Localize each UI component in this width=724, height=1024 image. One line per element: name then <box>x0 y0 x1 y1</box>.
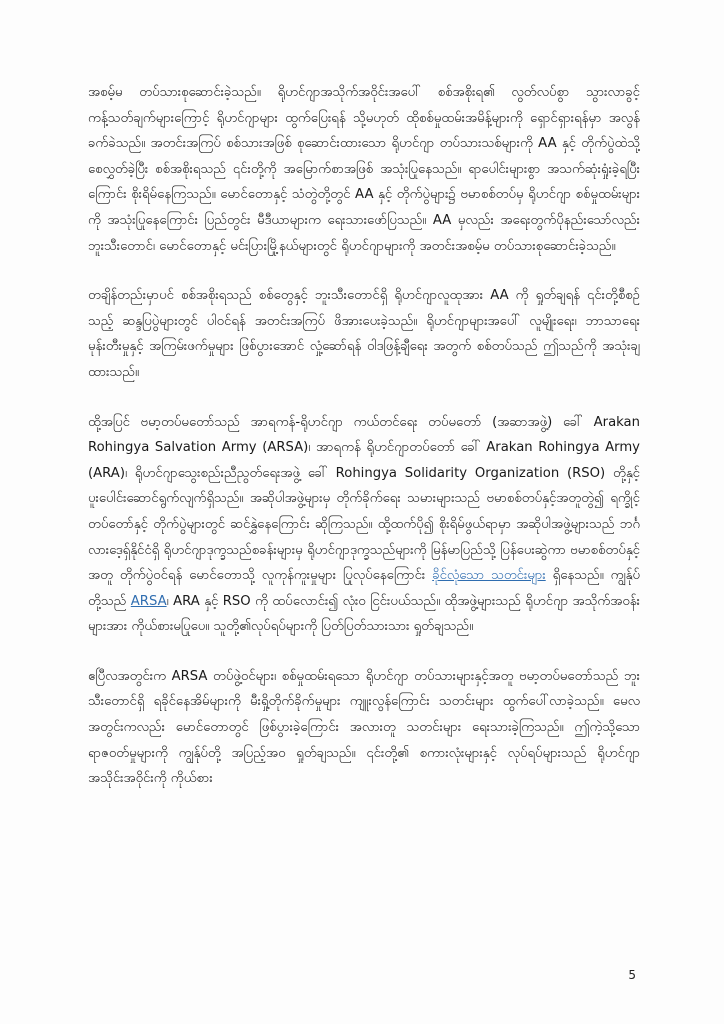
paragraph <box>88 283 640 385</box>
page-number: 5 <box>628 968 636 982</box>
paragraph <box>88 80 640 259</box>
inline-link[interactable]: ARSA <box>130 593 167 609</box>
document-body <box>88 80 640 792</box>
paragraph-text: တချိန်တည်းမှာပင် စစ်အစိုးရသည် စစ်တွေနှင့် ဘူးသီးတောင်ရှိ ရိုဟင်ဂျာလူထုအား AA ကို ရှုတ်ချရန် ၎င်းတို့စီစဉ်သည့် ဆန္ဒပြပွဲများတွင် ပါဝင်ရန် အတင်းအကြပ် ဖိအားပေးခဲ့သည်။ ရိုဟင်ဂျာများအပေါ် လူမျိုးရေး၊ ဘာသာရေးမုန်းတီးမှုနှင့် အကြမ်းဖက်မှုများ ဖြစ်ပွားအောင် လှုံ့ဆော်ရန် ဝါဒဖြန့်ချီရေး အတွက် စစ်တပ်သည် ဤသည်ကို အသုံးချထားသည်။ <box>88 288 640 380</box>
paragraph-text: ရှိနေသည်။ ကျွန်ုပ်တို့သည် <box>88 568 640 609</box>
paragraph <box>88 664 640 792</box>
paragraph-text: ၊ ARA နှင့် RSO ကို ထပ်လောင်း၍ လုံးဝ ငြင်းပယ်သည်။ ထိုအဖွဲ့များသည် ရိုဟင်ဂျာ အသိုက်အဝန်းများအား ကိုယ်စားမပြုပေ။ သူတို့၏လုပ်ရပ်များကို ပြတ်ပြတ်သားသား ရှုတ်ချသည်။ <box>88 593 640 635</box>
paragraph <box>88 410 640 640</box>
paragraph-text: ထို့အပြင် ဗမာ့တပ်မတော်သည် အာရကန်-ရိုဟင်ဂျာ ကယ်တင်ရေး တပ်မတော် (အဆာအဖွဲ့) ခေါ် Arakan Rohingya Salvation Army (ARSA)၊ အာရကန် ရိုဟင်ဂျာတပ်တော် ခေါ် Arakan Rohingya Army (ARA)၊ ရိုဟင်ဂျာသွေးစည်းညီညွတ်ရေးအဖွဲ့ ခေါ် Rohingya Solidarity Organization (RSO) တို့နှင့် ပူးပေါင်းဆောင်ရွက်လျက်ရှိသည်။ အဆိုပါအဖွဲ့များမှ တိုက်ခိုက်ရေး သမားများသည် ဗမာစစ်တပ်နှင့်အတူတွဲ၍ ရက္ခိုင့်တပ်တော်နှင့် တိုက်ပွဲများတွင် ဆင်နွှဲနေကြောင်း ဆိုကြသည်။ ထို့ထက်ပို၍ စိုးရိမ်ဖွယ်ရာမှာ အဆိုပါအဖွဲ့များသည် ဘင်္ဂလားဒေ့ရှ်နိုင်ငံရှိ ရိုဟင်ဂျာဒုက္ခသည်စခန်းများမှ ရိုဟင်ဂျာဒုက္ခသည်များကို မြန်မာပြည်သို့ ပြန်ပေးဆွဲကာ ဗမာစစ်တပ်နှင့်အတူ တိုက်ပွဲဝင်ရန် မောင်တောသို့ လူကုန်ကူးမှုများ ပြုလုပ်နေကြောင်း <box>88 414 640 584</box>
paragraph-text: အစမ့်မ တပ်သားစုဆောင်းခဲ့သည်။ ရိုဟင်ဂျာအသိုက်အဝိုင်းအပေါ် စစ်အစိုးရ၏ လွတ်လပ်စွာ သွားလာခွင့် ကန့်သတ်ချက်များကြောင့် ရိုဟင်ဂျာများ ထွက်ပြေးရန် သို့မဟုတ် ထိုစစ်မှုထမ်းအမိန့်များကို ရှောင်ရှားရန်မှာ အလွန်ခက်ခဲသည်။ အတင်းအကြပ် စစ်သားအဖြစ် စုဆောင်းထားသော ရိုဟင်ဂျာ တပ်သားသစ်များကို AA နှင့် တိုက်ပွဲထဲသို့ စေလွှတ်ခဲ့ပြီး စစ်အစိုးရသည် ၎င်းတို့ကို အမြောက်စာအဖြစ် အသုံးပြုနေသည်။ ရာပေါင်းများစွာ အသက်ဆုံးရှုံးခဲ့ရပြီးကြောင်း စိုးရိမ်နေကြသည်။ မောင်တောနှင့် သံတွဲတို့တွင် AA နှင့် တိုက်ပွဲများ၌ ဗမာစစ်တပ်မှ ရိုဟင်ဂျာ စစ်မှုထမ်းများကို အသုံးပြုနေကြောင်း ပြည်တွင်း မီဒီယာများက ရေးသားဖော်ပြသည်။ AA မှလည်း အရေးတွက်ပိုနည်းသော်လည်း ဘူးသီးတောင်၊ မောင်တောနှင့် မင်းပြားမြို့နယ်များတွင် ရိုဟင်ဂျာများကို အတင်းအစမ့်မ တပ်သားစုဆောင်းခဲ့သည်။ <box>88 85 640 254</box>
paragraph-text: ဧပြီလအတွင်းက ARSA တပ်ဖွဲ့ဝင်များ၊ စစ်မှုထမ်းရသော ရိုဟင်ဂျာ တပ်သားများနှင့်အတူ ဗမာ့တပ်မတော်သည် ဘူးသီးတောင်ရှိ ရခိုင်နေအိမ်များကို မီးရှို့တိုက်ခိုက်မှုများ ကျူးလွန်ကြောင်း သတင်းများ ထွက်ပေါ်လာခဲ့သည်။ မေလအတွင်းကလည်း မောင်တောတွင် ဖြစ်ပွားခဲ့ကြောင်း အလားတူ သတင်းများ ရေးသားခဲ့ကြသည်။ ဤကဲ့သို့သော ရာဇဝတ်မှုများကို ကျွန်ုပ်တို့ အပြည့်အဝ ရှုတ်ချသည်။ ၎င်းတို့၏ စကားလုံးများနှင့် လုပ်ရပ်များသည် ရိုဟင်ဂျာအသိုင်းအဝိုင်းကို ကိုယ်စား <box>88 668 640 787</box>
inline-link[interactable]: ခိုင်လုံသော သတင်းများ <box>432 568 546 584</box>
